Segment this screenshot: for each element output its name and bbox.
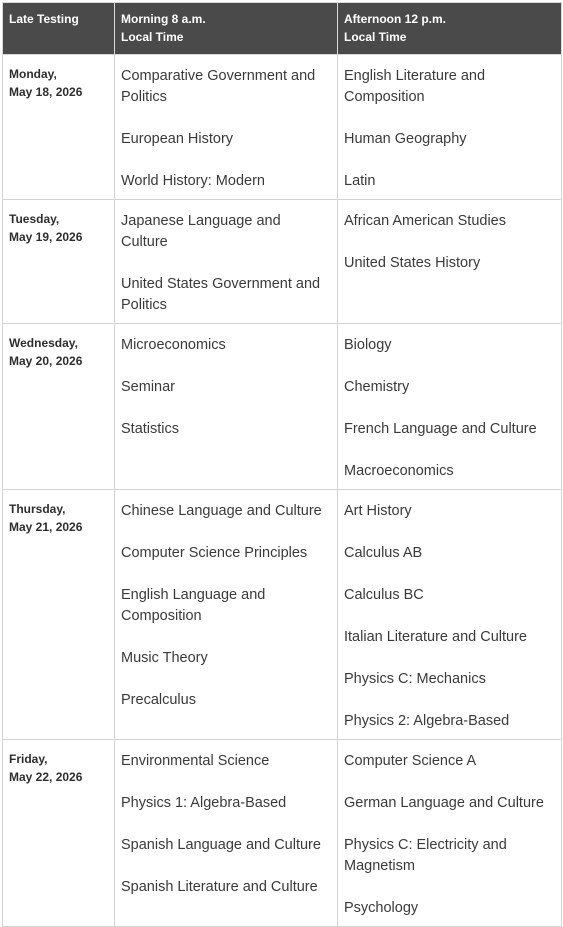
exam-item: Precalculus	[121, 692, 196, 708]
exam-item: Macroeconomics	[344, 463, 454, 479]
day-cell	[3, 55, 115, 200]
day-cell	[3, 490, 115, 740]
header-morning-zone: Local Time	[121, 30, 184, 44]
afternoon-exams-cell	[338, 55, 562, 200]
exam-item: Comparative Government and Politics	[121, 68, 316, 105]
exam-schedule-table	[2, 2, 562, 927]
exam-item: Psychology	[344, 900, 419, 916]
exam-item: Calculus AB	[344, 545, 423, 561]
exam-item: Biology	[344, 337, 392, 353]
header-afternoon-time: Afternoon 12 p.m.	[344, 12, 447, 26]
header-row	[3, 3, 562, 55]
day-cell	[3, 200, 115, 324]
exam-item: Physics C: Mechanics	[344, 671, 486, 687]
header-late-testing	[3, 3, 115, 55]
exam-item: Computer Science A	[344, 753, 477, 769]
table-header	[3, 3, 562, 55]
day-weekday: Monday,	[9, 67, 57, 81]
afternoon-exams-cell	[338, 490, 562, 740]
exam-item: United States History	[344, 255, 481, 271]
header-morning	[115, 3, 338, 55]
morning-exams-cell	[115, 490, 338, 740]
morning-exams-cell	[115, 55, 338, 200]
exam-item: Japanese Language and Culture	[121, 213, 281, 250]
afternoon-exams-cell	[338, 740, 562, 927]
exam-item: World History: Modern	[121, 173, 265, 189]
day-date: May 22, 2026	[9, 770, 83, 784]
exam-item: French Language and Culture	[344, 421, 537, 437]
exam-item: Chinese Language and Culture	[121, 503, 322, 519]
day-date: May 18, 2026	[9, 85, 83, 99]
exam-item: Human Geography	[344, 131, 467, 147]
exam-item: Seminar	[121, 379, 175, 395]
table-row	[3, 200, 562, 324]
day-weekday: Tuesday,	[9, 212, 60, 226]
exam-item: Microeconomics	[121, 337, 226, 353]
afternoon-exams-cell	[338, 200, 562, 324]
exam-item: African American Studies	[344, 213, 506, 229]
table-row	[3, 740, 562, 927]
header-late-testing-label: Late Testing	[9, 12, 79, 26]
exam-item: English Literature and Composition	[344, 68, 486, 105]
exam-item: Spanish Language and Culture	[121, 837, 321, 853]
table-row	[3, 55, 562, 200]
exam-item: Calculus BC	[344, 587, 424, 603]
exam-item: Physics C: Electricity and Magnetism	[344, 837, 507, 874]
day-date: May 19, 2026	[9, 230, 83, 244]
exam-item: Environmental Science	[121, 753, 270, 769]
exam-item: Statistics	[121, 421, 180, 437]
morning-exams-cell	[115, 324, 338, 490]
morning-exams-cell	[115, 200, 338, 324]
header-morning-time: Morning 8 a.m.	[121, 12, 206, 26]
exam-item: Art History	[344, 503, 412, 519]
day-cell	[3, 740, 115, 927]
exam-item: Italian Literature and Culture	[344, 629, 527, 645]
table-row	[3, 490, 562, 740]
exam-item: United States Government and Politics	[121, 276, 321, 313]
exam-item: English Language and Composition	[121, 587, 266, 624]
exam-item: Computer Science Principles	[121, 545, 308, 561]
header-afternoon-zone: Local Time	[344, 30, 407, 44]
exam-item: German Language and Culture	[344, 795, 544, 811]
exam-item: Physics 2: Algebra-Based	[344, 713, 510, 729]
day-weekday: Wednesday,	[9, 336, 78, 350]
exam-item: European History	[121, 131, 234, 147]
exam-item: Spanish Literature and Culture	[121, 879, 318, 895]
table-body	[3, 55, 562, 927]
morning-exams-cell	[115, 740, 338, 927]
exam-item: Music Theory	[121, 650, 208, 666]
exam-item: Physics 1: Algebra-Based	[121, 795, 287, 811]
afternoon-exams-cell	[338, 324, 562, 490]
exam-item: Chemistry	[344, 379, 410, 395]
day-weekday: Thursday,	[9, 502, 66, 516]
exam-item: Latin	[344, 173, 376, 189]
day-cell	[3, 324, 115, 490]
day-date: May 21, 2026	[9, 520, 83, 534]
table-row	[3, 324, 562, 490]
day-date: May 20, 2026	[9, 354, 83, 368]
header-afternoon	[338, 3, 562, 55]
day-weekday: Friday,	[9, 752, 48, 766]
